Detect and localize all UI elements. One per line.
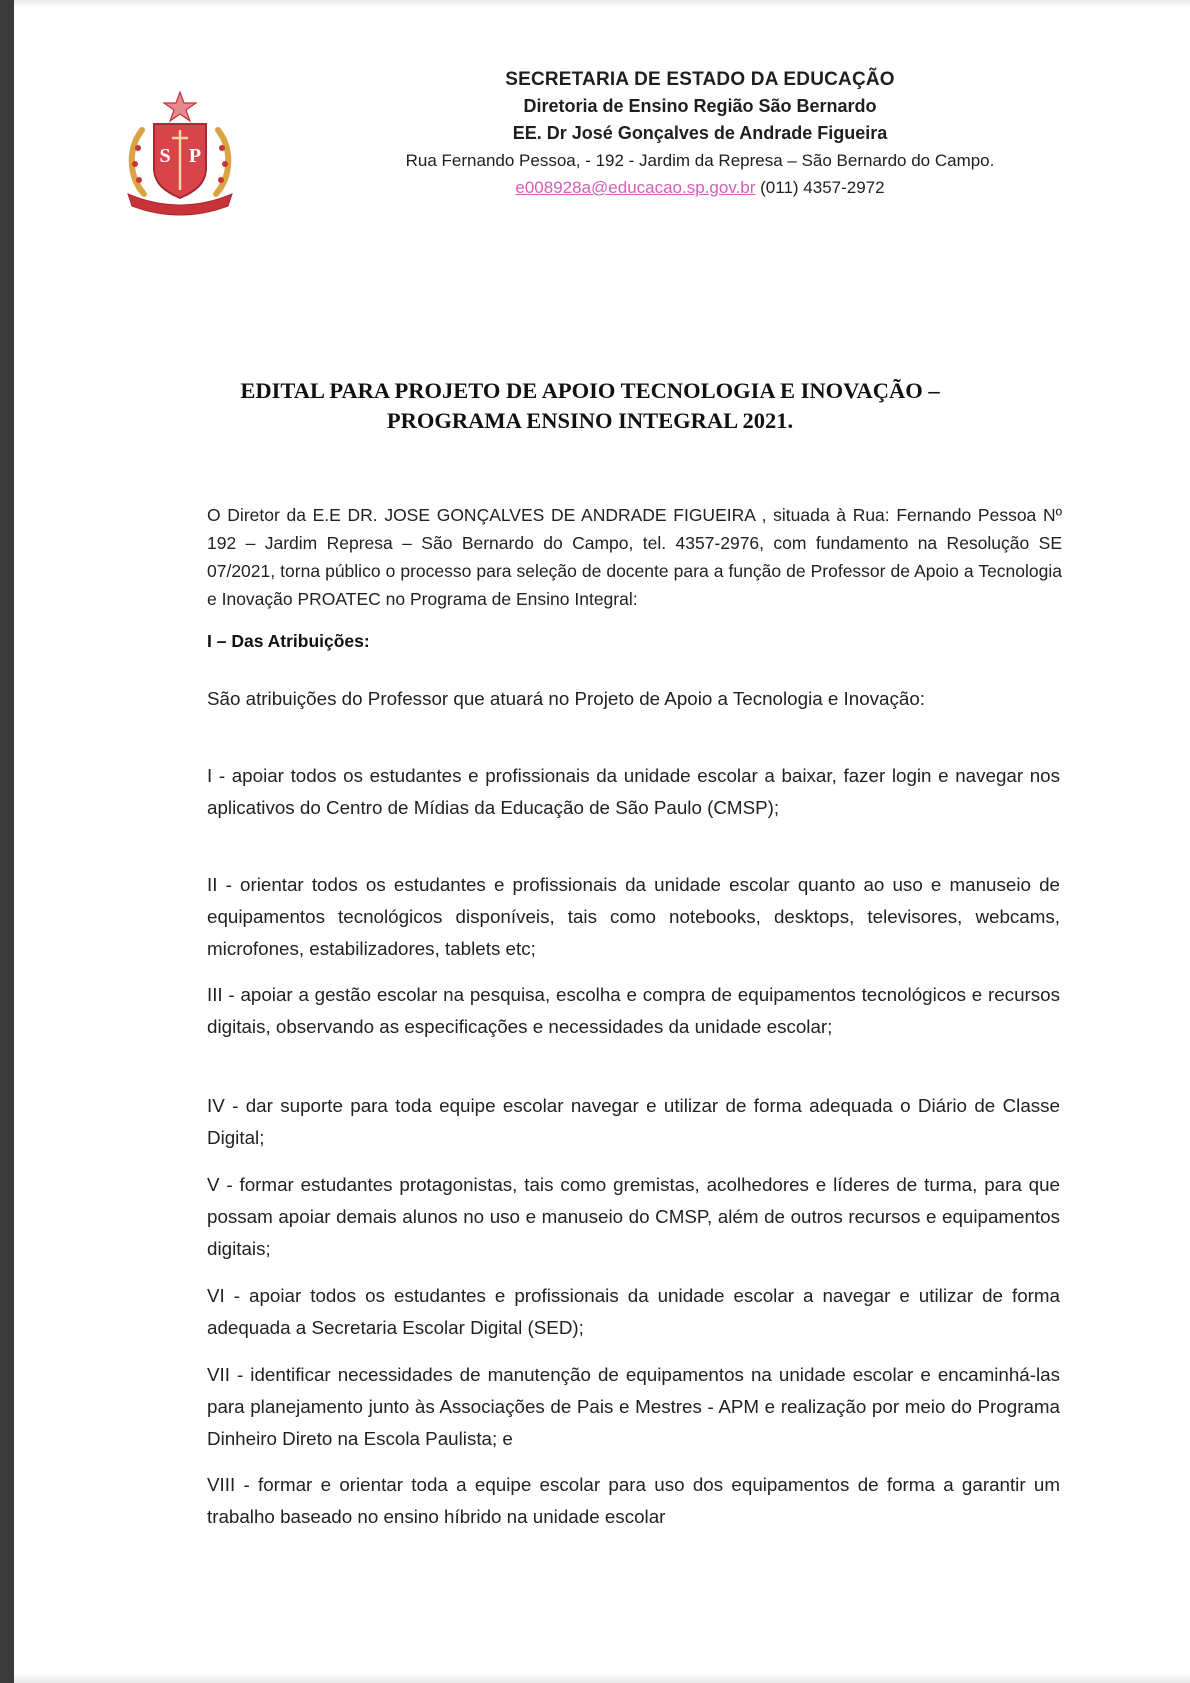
title-line-1: EDITAL PARA PROJETO DE APOIO TECNOLOGIA E INOVAÇÃO – — [240, 378, 940, 403]
paragraph-item-4: IV - dar suporte para toda equipe escolar navegar e utilizar de forma adequada o Diário de Classe Digital; — [207, 1095, 1060, 1148]
paragraph-item-5: V - formar estudantes protagonistas, tais como gremistas, acolhedores e líderes de turma, para que possam apoiar demais alunos no uso e manuseio do CMSP, além de outros recursos e equipamentos digitais; — [207, 1174, 1060, 1259]
paragraph-item-2: II - orientar todos os estudantes e profissionais da unidade escolar quanto ao uso e manuseio de equipamentos tecnológicos disponíveis, tais como notebooks, desktops, televisores, webcams, microfones, estabilizadores, tablets etc; — [207, 874, 1060, 959]
document-title — [180, 376, 1000, 436]
svg-text:P: P — [188, 145, 202, 167]
email-link[interactable]: e008928a@educacao.sp.gov.br — [515, 178, 756, 197]
section-heading: I – Das Atribuições: — [207, 631, 370, 651]
sao-paulo-coat-of-arms-icon — [120, 90, 240, 218]
intro-paragraph: O Diretor da E.E DR. JOSE GONÇALVES DE ANDRADE FIGUEIRA , situada à Rua: Fernando Pessoa Nº 192 – Jardim Represa – São Bernardo do Campo, tel. 4357-2976, com fundamento na Resolução SE 07/2021, torna público o processo para seleção de docente para a função de Professor de Apoio a Tecnologia e Inovação PROATEC no Programa de Ensino Integral: — [207, 505, 1062, 609]
paragraph-item-3: III - apoiar a gestão escolar na pesquisa, escolha e compra de equipamentos tecnológicos e recursos digitais, observando as especificações e necessidades da unidade escolar; — [207, 984, 1060, 1037]
svg-text:S: S — [159, 145, 171, 167]
paragraph-atribuicoes: São atribuições do Professor que atuará no Projeto de Apoio a Tecnologia e Inovação: — [207, 688, 926, 709]
paragraph-item-6: VI - apoiar todos os estudantes e profissionais da unidade escolar a navegar e utilizar de forma adequada a Secretaria Escolar Digital (SED); — [207, 1285, 1060, 1338]
secretaria-heading: SECRETARIA DE ESTADO DA EDUCAÇÃO — [505, 69, 895, 90]
scan-border-top — [14, 0, 1190, 8]
title-line-2: PROGRAMA ENSINO INTEGRAL 2021. — [386, 408, 794, 433]
scan-border-bottom — [14, 1673, 1190, 1683]
scan-border-left — [0, 0, 14, 1683]
phone-number: (011) 4357-2972 — [760, 178, 885, 197]
contact-line — [340, 174, 1060, 201]
diretoria-heading: Diretoria de Ensino Região São Bernardo — [523, 96, 877, 116]
paragraph-item-8: VIII - formar e orientar toda a equipe escolar para uso dos equipamentos de forma a garantir um trabalho baseado no ensino híbrido na unidade escolar — [207, 1474, 1060, 1527]
paragraph-item-1: I - apoiar todos os estudantes e profissionais da unidade escolar a baixar, fazer login e navegar nos aplicativos do Centro de Mídias da Educação de São Paulo (CMSP); — [207, 765, 1060, 818]
letterhead — [340, 66, 1060, 201]
paragraph-item-7: VII - identificar necessidades de manutenção de equipamentos na unidade escolar e encaminhá-las para planejamento junto às Associações de Pais e Mestres - APM e realização por meio do Programa Dinheiro Direto na Escola Paulista; e — [207, 1364, 1060, 1449]
school-address: Rua Fernando Pessoa, - 192 - Jardim da Represa – São Bernardo do Campo. — [405, 151, 995, 170]
school-name: EE. Dr José Gonçalves de Andrade Figueira — [512, 123, 888, 143]
